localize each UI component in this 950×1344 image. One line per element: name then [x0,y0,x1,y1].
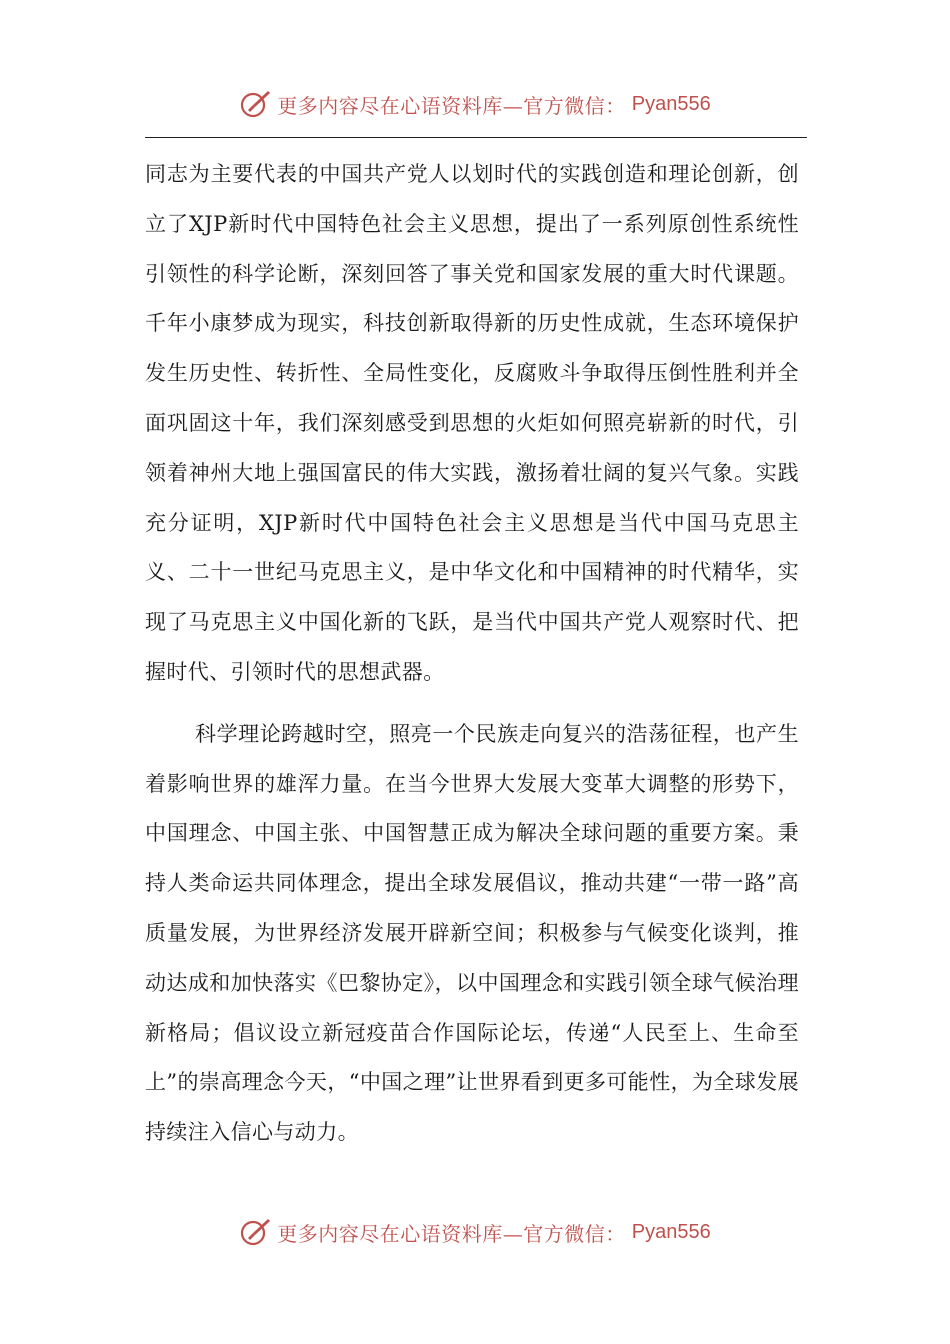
pen-logo-icon [239,88,271,120]
pen-logo-icon [239,1216,271,1248]
footer-banner-text: 更多内容尽在心语资料库—官方微信： [277,1221,626,1246]
header-banner-text: 更多内容尽在心语资料库—官方微信： [277,93,626,118]
body-paragraph-2: 科学理论跨越时空，照亮一个民族走向复兴的浩荡征程，也产生着影响世界的雄浑力量。在当今世界大发展大变革大调整的形势下，中国理念、中国主张、中国智慧正成为解决全球问题的重要方案。秉持人类命运共同体理念，提出全球发展倡议，推动共建“一带一路”高质量发展，为世界经济发展开辟新空间；积极参与气候变化谈判，推动达成和加快落实《巴黎协定》，以中国理念和实践引领全球气候治理新格局；倡议设立新冠疫苗合作国际论坛，传递“人民至上、生命至上”的崇高理念今天，“中国之理”让世界看到更多可能性，为全球发展持续注入信心与动力。 [145,721,800,1145]
page-footer [0,1210,950,1254]
body-paragraph-1: 同志为主要代表的中国共产党人以划时代的实践创造和理论创新，创立了XJP新时代中国特色社会主义思想，提出了一系列原创性系统性引领性的科学论断，深刻回答了事关党和国家发展的重大时代课题。千年小康梦成为现实，科技创新取得新的历史性成就，生态环境保护发生历史性、转折性、全局性变化，反腐败斗争取得压倒性胜利并全面巩固这十年，我们深刻感受到思想的火炬如何照亮崭新的时代，引领着神州大地上强国富民的伟大实践，激扬着壮阔的复兴气象。实践充分证明，XJP新时代中国特色社会主义思想是当代中国马克思主义、二十一世纪马克思主义，是中华文化和中国精神的时代精华，实现了马克思主义中国化新的飞跃，是当代中国共产党人观察时代、把握时代、引领时代的思想武器。 [145,162,799,684]
header-wechat-handle: Pyan556 [631,92,711,115]
header-banner [239,88,710,120]
document-body [145,150,799,1158]
footer-wechat-handle: Pyan556 [631,1220,711,1243]
footer-banner [239,1216,710,1248]
header-divider [145,137,807,138]
page-header [0,82,950,126]
